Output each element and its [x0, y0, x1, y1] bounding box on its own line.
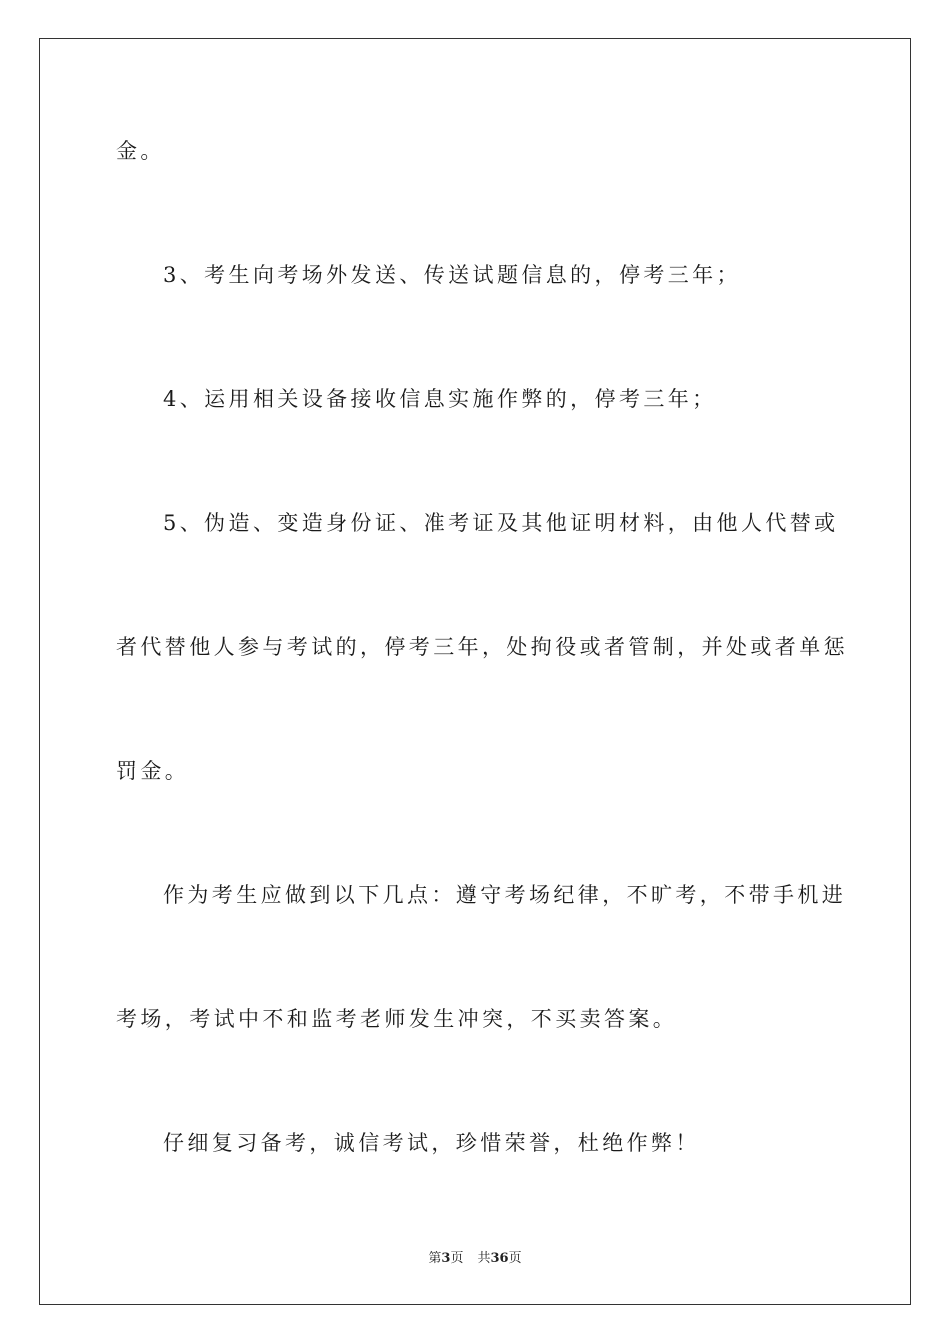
total-pages: 36	[490, 1251, 509, 1266]
page-prefix: 第	[428, 1251, 442, 1266]
body-text-line: 罚金。	[116, 759, 190, 783]
total-prefix: 共	[477, 1251, 491, 1266]
body-text-line: 作为考生应做到以下几点：遵守考场纪律，不旷考，不带手机进	[163, 883, 847, 907]
body-text-line: 考场，考试中不和监考老师发生冲突，不买卖答案。	[116, 1007, 678, 1031]
page-number: 3	[441, 1251, 451, 1266]
page-footer	[0, 1247, 950, 1266]
total-suffix: 页	[508, 1251, 522, 1266]
body-text-line: 3、考生向考场外发送、传送试题信息的，停考三年；	[163, 263, 741, 287]
body-text-line: 仔细复习备考，诚信考试，珍惜荣誉，杜绝作弊！	[163, 1131, 700, 1155]
body-text-line: 5、伪造、变造身份证、准考证及其他证明材料，由他人代替或	[163, 511, 839, 535]
page-suffix: 页	[450, 1251, 464, 1266]
body-text-line: 者代替他人参与考试的，停考三年，处拘役或者管制，并处或者单惩	[116, 635, 848, 659]
body-text-line: 金。	[116, 139, 165, 163]
body-text-line: 4、运用相关设备接收信息实施作弊的，停考三年；	[163, 387, 717, 411]
page-border	[39, 38, 911, 1305]
